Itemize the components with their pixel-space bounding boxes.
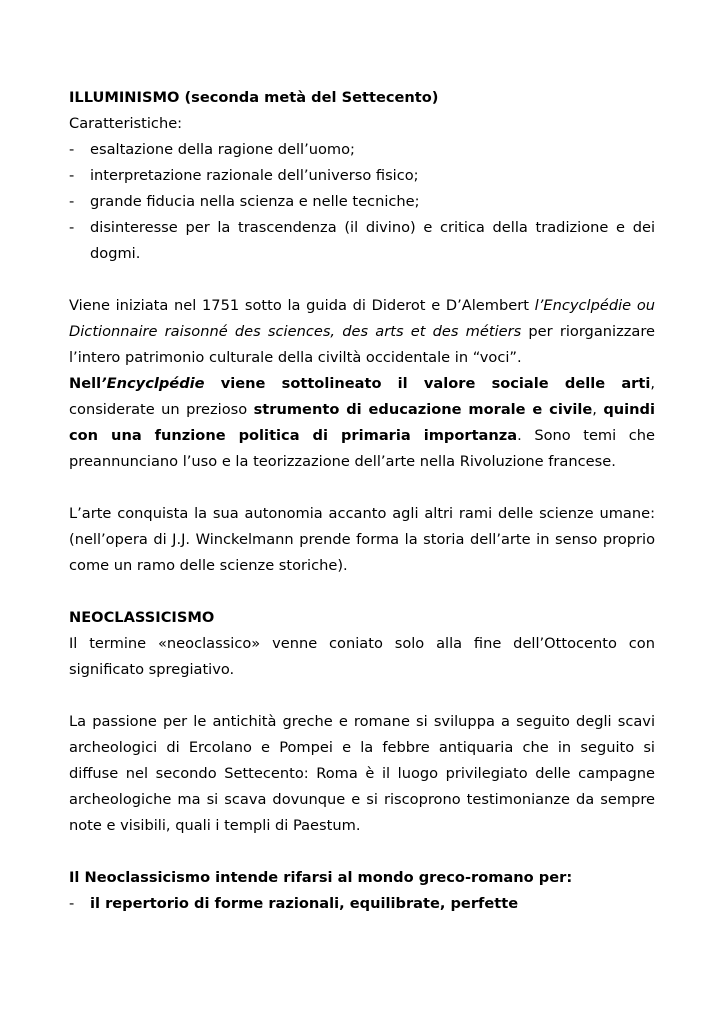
paragraph-line: significato spregiativo. [69,661,235,678]
paragraph-line: (nell’opera di J.J. Winckelmann prende forma la storia dell’arte in senso proprio [69,531,655,548]
bullet-marker: - [69,167,75,184]
paragraph-line: note e visibili, quali i templi di Paestum. [69,817,361,834]
paragraph-line: L’arte conquista la sua autonomia accanto agli altri rami delle scienze umane: [69,505,655,522]
paragraph-line: diffuse nel secondo Settecento: Roma è il luogo privilegiato delle campagne [69,765,655,782]
bold-italic-run: ’Encyclpédie [101,375,205,392]
bullet-marker: - [69,193,75,210]
bold-run: strumento di educazione morale e civile [253,401,593,418]
blank-line [69,475,655,501]
bullet-item [69,215,655,241]
bullet-marker: - [69,141,75,158]
bullet-text: il repertorio di forme razionali, equilibrate, perfette [90,895,519,912]
italic-run: Dictionnaire raisonné des sciences, des arts et des métiers [69,323,522,340]
paragraph-line: preannunciano l’uso e la teorizzazione dell’arte nella Rivoluzione francese. [69,453,616,470]
blank-line [69,683,655,709]
paragraph-line [69,319,655,345]
text-run: considerate un prezioso [69,401,254,418]
bullet-continuation: dogmi. [90,245,141,262]
text-run: . Sono temi che [517,427,656,444]
paragraph-line: archeologici di Ercolano e Pompei e la febbre antiquaria che in seguito si [69,739,655,756]
paragraph-line [69,371,655,397]
blank-line [69,579,655,605]
document-page [69,85,655,917]
italic-run: l’Encyclpédie ou [534,297,655,314]
bullet-item [69,891,655,917]
bold-run: quindi [603,401,655,418]
paragraph-line: La passione per le antichità greche e romane si sviluppa a seguito degli scavi [69,713,655,730]
paragraph-line [69,865,655,891]
paragraph-line: l’intero patrimonio culturale della civiltà occidentale in “voci”. [69,349,522,366]
bullet-marker: - [69,219,75,236]
bullet-item [69,189,655,215]
bullet-marker: - [69,895,75,912]
section-heading-neoclassicismo [69,605,655,631]
bullet-text: grande fiducia nella scienza e nelle tecniche; [90,193,420,210]
caratteristiche-label: Caratteristiche: [69,115,183,132]
bullet-item [69,163,655,189]
text-run: , [650,375,655,392]
bold-run: viene sottolineato il valore sociale delle arti [204,375,651,392]
bullet-item [69,137,655,163]
text-run: Viene iniziata nel 1751 sotto la guida di Diderot e D’Alembert [69,297,535,314]
paragraph-line [69,423,655,449]
bold-run: Il Neoclassicismo intende rifarsi al mondo greco-romano per: [69,869,573,886]
blank-line [69,839,655,865]
paragraph-line: Il termine «neoclassico» venne coniato solo alla fine dell’Ottocento con [69,635,655,652]
bullet-text: esaltazione della ragione dell’uomo; [90,141,355,158]
blank-line [69,267,655,293]
text-run: per riorganizzare [521,323,655,340]
bullet-text: interpretazione razionale dell’universo fisico; [90,167,419,184]
paragraph-line: come un ramo delle scienze storiche). [69,557,348,574]
text-run: , [592,401,604,418]
bold-run: Nell [69,375,102,392]
section-heading-illuminismo [69,85,655,111]
heading-text: ILLUMINISMO (seconda metà del Settecento) [69,89,439,106]
bold-run: con una funzione politica di primaria importanza [69,427,518,444]
heading-text: NEOCLASSICISMO [69,609,215,626]
paragraph-line [69,293,655,319]
paragraph-line [69,397,655,423]
bullet-text: disinteresse per la trascendenza (il divino) e critica della tradizione e dei [90,219,655,236]
paragraph-line: archeologiche ma si scava dovunque e si riscoprono testimonianze da sempre [69,791,655,808]
